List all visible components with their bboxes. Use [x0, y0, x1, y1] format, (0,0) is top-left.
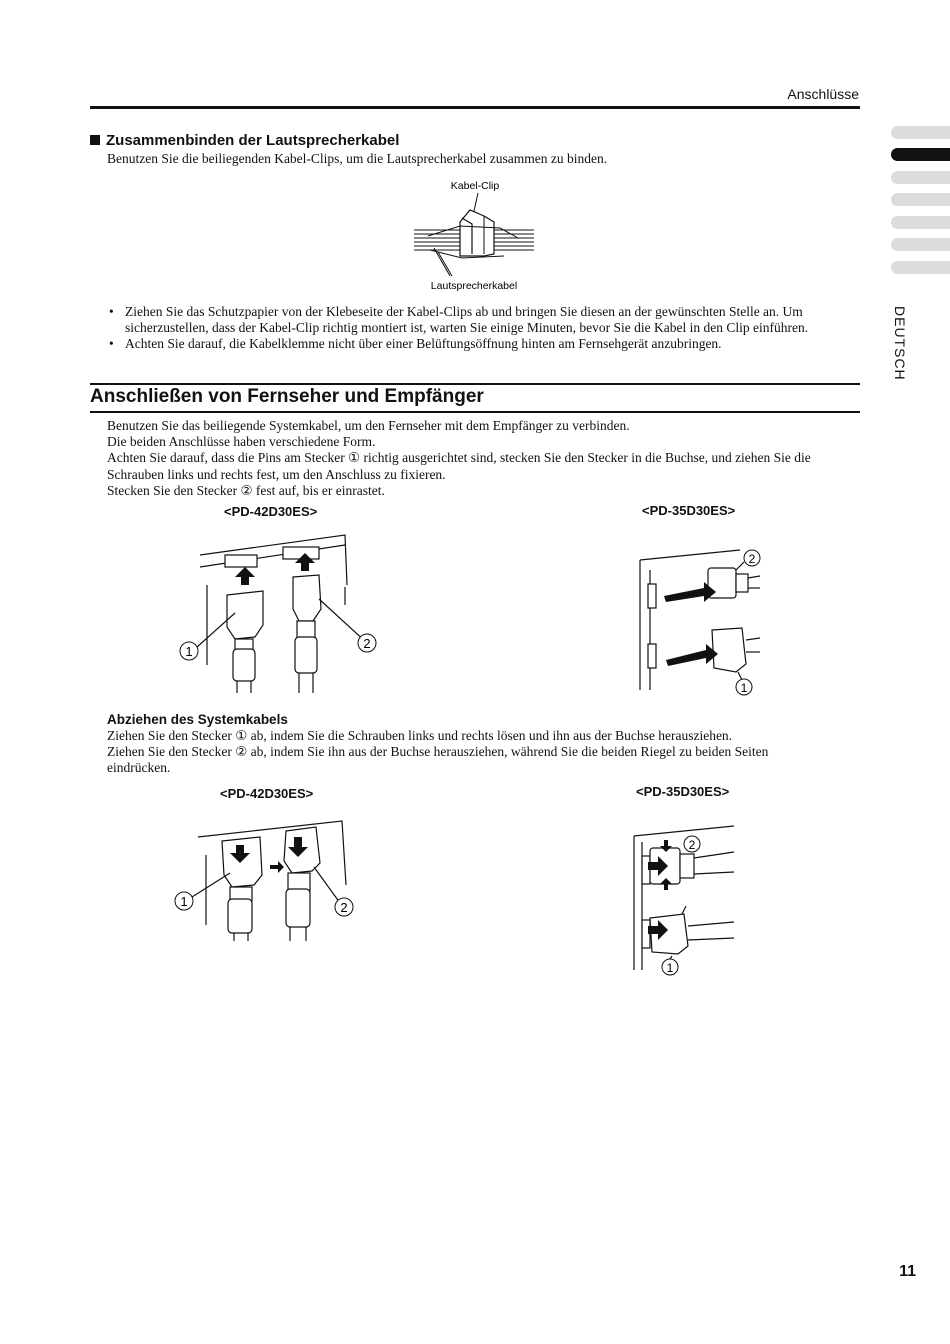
paragraph: Die beiden Anschlüsse haben verschiedene Form. [107, 434, 376, 450]
paragraph: Ziehen Sie den Stecker ② ab, indem Sie ihn aus der Buchse herausziehen, während Sie die beiden Riegel zu beiden Seiten eindrücken. [107, 744, 769, 776]
connect-figure-35 [630, 540, 760, 698]
callout-1: 1 [180, 894, 188, 909]
side-tab [891, 193, 950, 206]
list-item: • Ziehen Sie das Schutzpapier von der Klebeseite der Kabel-Clips ab und bringen Sie diesen an der gewünschten Stelle an. Um sicherzustellen, dass der Kabel-Clip richtig montiert ist, warten Sie einige Minuten, bevor Sie die Kabel in den Clip einführen. [107, 304, 857, 336]
list-item: • Achten Sie darauf, die Kabelklemme nicht über einer Belüftungsöffnung hinten am Fernsehgerät anzubringen. [107, 336, 857, 352]
connect-instructions [107, 418, 859, 499]
header-rule [90, 106, 860, 109]
running-header: Anschlüsse [787, 86, 859, 102]
disconnect-figure-42 [170, 815, 360, 941]
section-heading-disconnect: Abziehen des Systemkabels [107, 712, 288, 727]
side-tab [891, 171, 950, 184]
side-tab [891, 261, 950, 274]
side-tab-active [891, 148, 950, 161]
paragraph: Achten Sie darauf, dass die Pins am Stecker ① richtig ausgerichtet sind, stecken Sie den Stecker in die Buchse, und ziehen Sie die Schrauben links und rechts fest, um den Anschluss zu fixieren. [107, 450, 811, 482]
cable-clip-figure [400, 176, 550, 296]
cable-binding-intro: Benutzen Sie die beiliegenden Kabel-Clips, um die Lautsprecherkabel zusammen zu binden. [107, 151, 608, 166]
callout-1: 1 [666, 961, 674, 975]
paragraph: Benutzen Sie das beiliegende Systemkabel, um den Fernseher mit dem Empfänger zu verbinden. [107, 418, 630, 433]
section-rule-top [90, 383, 860, 385]
figure-label-clip: Kabel-Clip [450, 180, 500, 192]
section-heading-cable-binding: Zusammenbinden der Lautsprecherkabel [90, 132, 399, 149]
side-language-label: DEUTSCH [892, 306, 908, 381]
callout-1: 1 [740, 681, 748, 695]
callout-2: 2 [340, 900, 348, 915]
side-tab [891, 238, 950, 251]
paragraph: Ziehen Sie den Stecker ① ab, indem Sie die Schrauben links und rechts lösen und ihn aus der Buchse herausziehen. [107, 728, 733, 743]
connect-figure-42 [175, 525, 371, 693]
paragraph: Stecken Sie den Stecker ② fest auf, bis er einrastet. [107, 482, 385, 498]
side-tab [891, 126, 950, 139]
model-label-35: <PD-35D30ES> [636, 784, 730, 799]
cable-binding-notes [107, 304, 857, 353]
callout-2: 2 [688, 838, 696, 852]
section-rule-bottom [90, 411, 860, 413]
section-heading-connect: Anschließen von Fernseher und Empfänger [90, 386, 484, 407]
disconnect-instructions [107, 728, 827, 777]
square-bullet-icon [90, 135, 100, 145]
figure-label-cable: Lautsprecherkabel [430, 280, 518, 292]
callout-2: 2 [748, 552, 756, 566]
model-label-35: <PD-35D30ES> [642, 503, 736, 518]
page-number: 11 [899, 1263, 916, 1280]
callout-1: 1 [185, 644, 193, 659]
side-tab [891, 216, 950, 229]
model-label-42: <PD-42D30ES> [220, 786, 314, 801]
model-label-42: <PD-42D30ES> [224, 504, 318, 519]
disconnect-figure-35 [628, 822, 738, 978]
callout-2: 2 [363, 636, 371, 651]
